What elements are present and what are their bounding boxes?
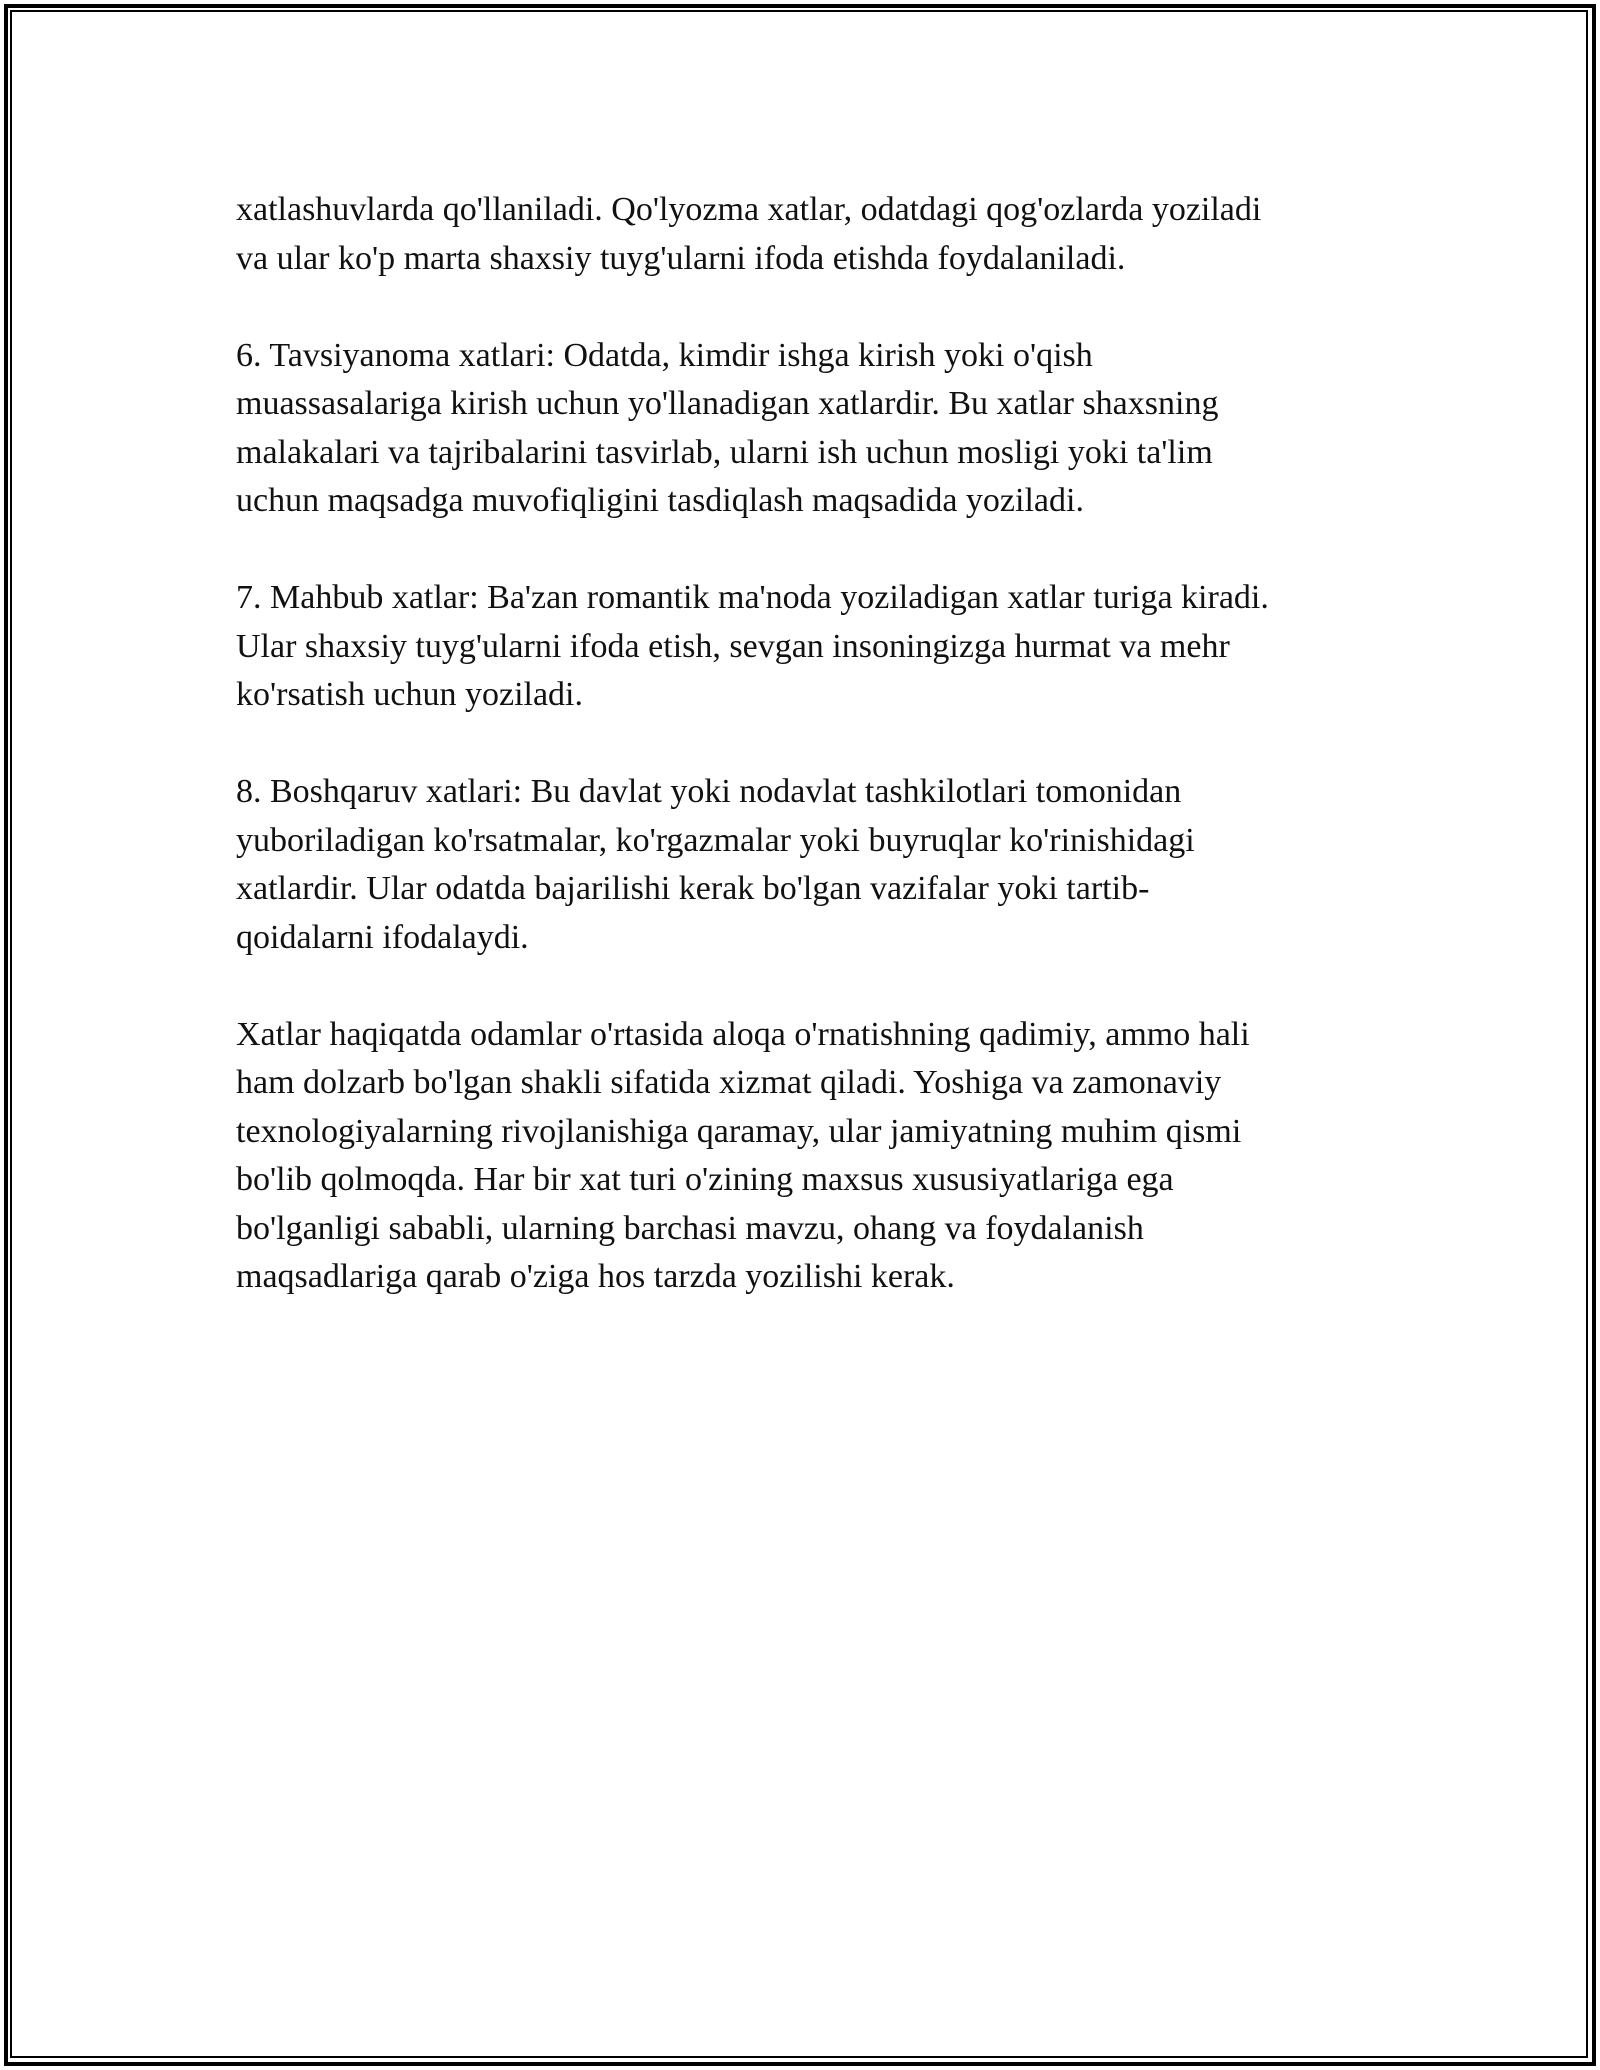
paragraph-administrative-letters: 8. Boshqaruv xatlari: Bu davlat yoki nodavlat tashkilotlari tomonidan yuboriladigan ko'rsatmalar, ko'rgazmalar yoki buyruqlar ko'rinishidagi xatlardir. Ular odatda bajarilishi kerak bo'lgan vazifalar yoki tartib- qoidalarni ifodalaydi. — [236, 773, 1195, 956]
paragraph-recommendation-letters: 6. Tavsiyanoma xatlari: Odatda, kimdir ishga kirish yoki o'qish muassasalariga kirish uchun yo'llanadigan xatlardir. Bu xatlar shaxsning malakalari va tajribalarini tasvirlab, ularni ish uchun mosligi yoki ta'lim uchun maqsadga muvofiqligini tasdiqlash maqsadida yoziladi. — [236, 336, 1219, 519]
paragraph-conclusion: Xatlar haqiqatda odamlar o'rtasida aloqa o'rnatishning qadimiy, ammo hali ham dolzarb bo'lgan shakli sifatida xizmat qiladi. Yoshiga va zamonaviy texnologiyalarning rivojlanishiga qaramay, ular jamiyatning muhim qismi bo'lib qolmoqda. Har bir xat turi o'zining maxsus xususiyatlariga ega bo'lganligi sababli, ularning barchasi mavzu, ohang va foydalanish maqsadlariga qarab o'ziga hos tarzda yozilishi kerak. — [236, 1015, 1250, 1295]
paragraph-love-letters: 7. Mahbub xatlar: Ba'zan romantik ma'noda yoziladigan xatlar turiga kiradi. Ular shaxsiy tuyg'ularni ifoda etish, sevgan insoningizga hurmat va mehr ko'rsatish uchun yoziladi. — [236, 579, 1269, 713]
paragraph-continuation: xatlashuvlarda qo'llaniladi. Qo'lyozma xatlar, odatdagi qog'ozlarda yoziladi va ular ko'p marta shaxsiy tuyg'ularni ifoda etishda foydalaniladi. — [236, 191, 1262, 277]
document-body — [236, 186, 1376, 1350]
